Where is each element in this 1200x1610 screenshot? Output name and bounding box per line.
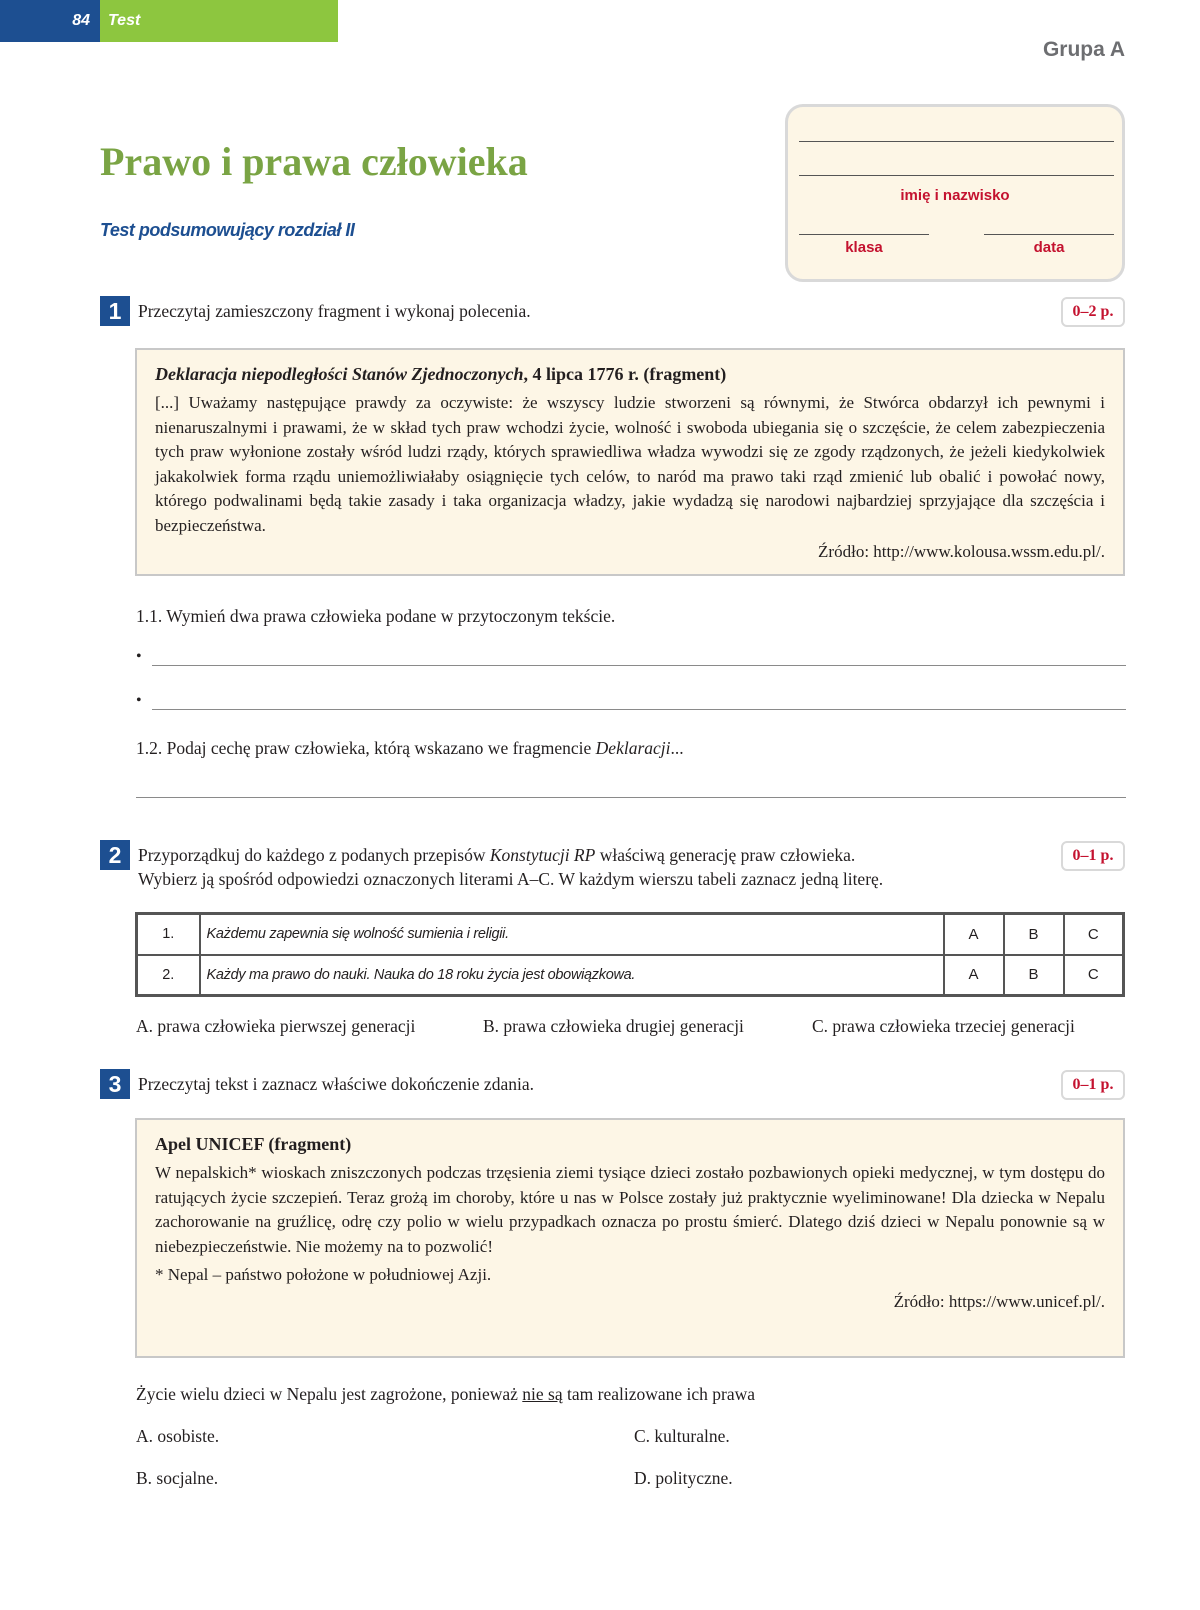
answer-option-c[interactable]: C. kulturalne. (634, 1426, 730, 1446)
task-3-number: 3 (100, 1069, 130, 1099)
task-1-source-title: Deklaracja niepodległości Stanów Zjednoczonych, 4 lipca 1776 r. (fragment) (155, 364, 727, 384)
question-1-2: 1.2. Podaj cechę praw człowieka, którą wskazano we fragmencie Deklaracji... (136, 738, 684, 758)
name-line-2[interactable] (799, 175, 1114, 176)
class-line[interactable] (799, 234, 929, 235)
option-a-cell[interactable]: A (944, 955, 1004, 996)
option-c-cell[interactable]: C (1064, 914, 1124, 955)
answer-line-1-1b[interactable] (152, 709, 1126, 710)
option-c-cell[interactable]: C (1064, 955, 1124, 996)
class-label: klasa (845, 239, 883, 256)
table-row (137, 955, 1124, 996)
answer-option-d[interactable]: D. polityczne. (634, 1468, 733, 1488)
task-3-source-box (135, 1118, 1125, 1358)
task-3-stem: Życie wielu dzieci w Nepalu jest zagrożone, ponieważ nie są tam realizowane ich prawa (136, 1384, 756, 1404)
option-b-cell[interactable]: B (1004, 955, 1064, 996)
answer-option-b[interactable]: B. socjalne. (136, 1468, 219, 1488)
table-row (137, 914, 1124, 955)
question-1-1: 1.1. Wymień dwa prawa człowieka podane w przytoczonym tekście. (136, 606, 616, 626)
row-text: Każdy ma prawo do nauki. Nauka do 18 roku życia jest obowiązkowa. (200, 955, 944, 996)
task-2-number: 2 (100, 840, 130, 870)
task-1-source-box (135, 348, 1125, 576)
task-2-instruction-line2: Wybierz ją spośród odpowiedzi oznaczonych literami A–C. W każdym wierszu tabeli zaznacz jedną literę. (138, 869, 884, 889)
answer-bullet-2: • (136, 692, 142, 709)
row-number: 1. (137, 914, 200, 955)
task-1-source-text: [...] Uważamy następujące prawdy za oczywiste: że wszyscy ludzie stworzeni są równymi, że Stwórca obdarzył ich pewnymi i nienaruszalnymi i prawami, że w skład tych praw wchodzi życie, wolność i swoboda ubiegania się o szczęście, że celem zabezpieczenia tych praw wyłonione zostały wśród ludzi rządy, których sprawiedliwa władza wywodzi się ze zgody rządzonych, że jeżeli kiedykolwiek jakakolwiek forma rządu uniemożliwiałaby osiągnięcie tych celów, to naród ma prawo taki rząd zmienić lub obalić i powołać nowy, którego podwalinami będą takie zasady i taka organizacja władzy, jakie wydadzą się narodowi najbardziej sprzyjające dla szczęścia i bezpieczeństwa. (155, 393, 1105, 535)
task-1-source-ref: Źródło: http://www.kolousa.wssm.edu.pl/. (818, 542, 1105, 561)
task-3-points: 0–1 p. (1061, 1070, 1125, 1100)
answer-option-a[interactable]: A. osobiste. (136, 1426, 220, 1446)
task-3-source-title: Apel UNICEF (fragment) (155, 1134, 352, 1154)
task-2-instruction: Przyporządkuj do każdego z podanych przepisów Konstytucji RP właściwą generację praw człowieka. (138, 845, 856, 865)
task-3-footnote: * Nepal – państwo położone w południowej Azji. (155, 1265, 492, 1284)
generation-option-c: C. prawa człowieka trzeciej generacji (812, 1016, 1075, 1036)
answer-line-1-1a[interactable] (152, 665, 1126, 666)
generations-table (135, 912, 1125, 997)
name-label: imię i nazwisko (900, 187, 1010, 204)
page-number: 84 (72, 12, 90, 29)
task-1-number: 1 (100, 296, 130, 326)
option-a-cell[interactable]: A (944, 914, 1004, 955)
task-3-instruction: Przeczytaj tekst i zaznacz właściwe dokończenie zdania. (138, 1074, 534, 1094)
student-info-box (785, 104, 1125, 282)
option-b-cell[interactable]: B (1004, 914, 1064, 955)
row-number: 2. (137, 955, 200, 996)
page-title: Prawo i prawa człowieka (100, 139, 528, 184)
name-line-1[interactable] (799, 141, 1114, 142)
task-3-source-text: W nepalskich* wioskach zniszczonych podczas trzęsienia ziemi tysiące dzieci zostało pozbawionych opieki medycznej, w tym dostępu do ratujących życie szczepień. Teraz grożą im choroby, które u nas w Polsce zostały już praktycznie wyeliminowane! Dla dziecka w Nepalu zachorowanie na gruźlicę, odrę czy polio w wielu przypadkach oznacza po prostu śmierć. Dlatego dziś dzieci w Nepalu ponownie są w niebezpieczeństwie. Nie możemy na to pozwolić! (155, 1163, 1105, 1256)
generation-option-a: A. prawa człowieka pierwszej generacji (136, 1016, 416, 1036)
page-subtitle: Test podsumowujący rozdział II (100, 220, 355, 240)
row-text: Każdemu zapewnia się wolność sumienia i religii. (200, 914, 944, 955)
date-label: data (1033, 239, 1065, 256)
task-2-points: 0–1 p. (1061, 841, 1125, 871)
answer-bullet-1: • (136, 648, 142, 665)
generation-option-b: B. prawa człowieka drugiej generacji (483, 1016, 744, 1036)
task-1-points: 0–2 p. (1061, 297, 1125, 327)
group-label: Grupa A (1042, 38, 1125, 61)
section-label: Test (108, 12, 141, 29)
date-line[interactable] (984, 234, 1114, 235)
answer-line-1-2[interactable] (136, 797, 1126, 798)
task-3-source-ref: Źródło: https://www.unicef.pl/. (893, 1291, 1105, 1311)
task-1-instruction: Przeczytaj zamieszczony fragment i wykonaj polecenia. (138, 301, 531, 321)
